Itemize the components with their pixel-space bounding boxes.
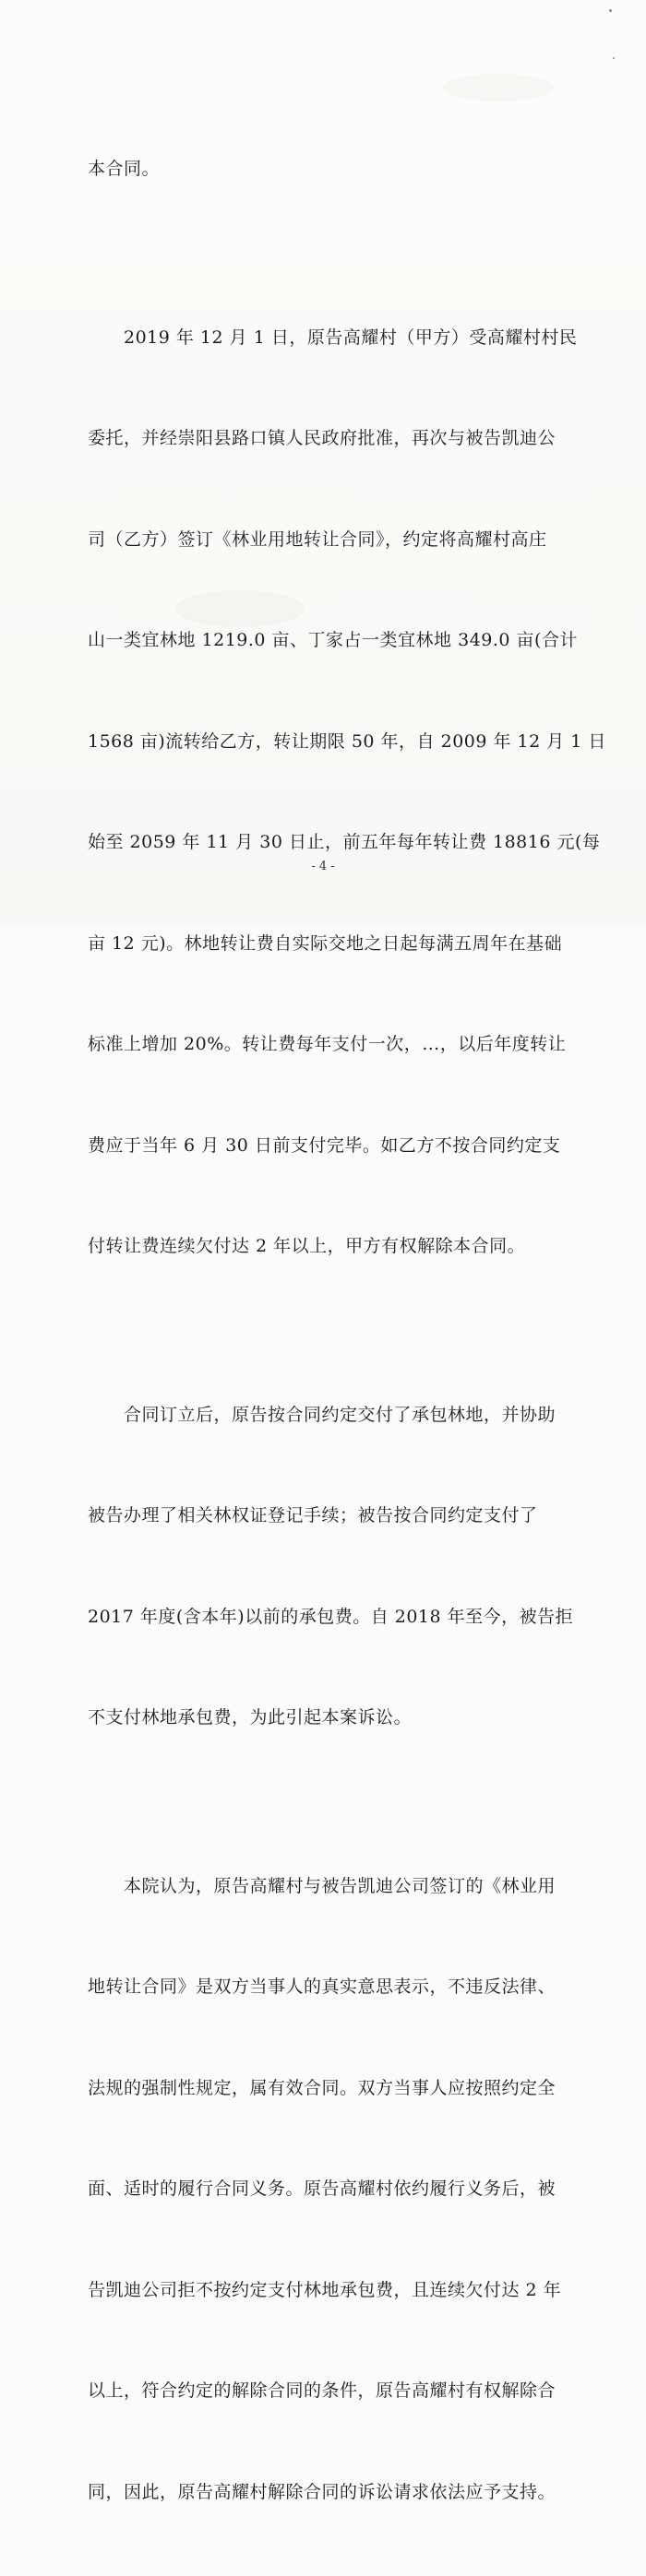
text-line: 合同订立后，原告按合同约定交付了承包林地，并协助 <box>88 1398 560 1432</box>
paragraph <box>88 1802 560 2576</box>
text-line: 同，因此，原告高耀村解除合同的诉讼请求依法应予支持。 <box>88 2475 560 2510</box>
paragraph <box>88 1331 560 1802</box>
document-page <box>0 0 646 927</box>
text-line: 1568 亩)流转给乙方，转让期限 50 年，自 2009 年 12 月 1 日 <box>88 725 560 759</box>
text-line: 面、适时的履行合同义务。原告高耀村依约履行义务后，被 <box>88 2172 560 2206</box>
text-line: 付转让费连续欠付达 2 年以上，甲方有权解除本合同。 <box>88 1229 560 1264</box>
text-line: 以上，符合约定的解除合同的条件，原告高耀村有权解除合 <box>88 2374 560 2408</box>
text-line: 法规的强制性规定，属有效合同。双方当事人应按照约定全 <box>88 2071 560 2106</box>
scan-speck <box>613 57 615 59</box>
text-line: 委托，并经崇阳县路口镇人民政府批准，再次与被告凯迪公 <box>88 421 560 456</box>
paragraph <box>88 254 560 1331</box>
page-number: - 4 - <box>0 860 646 873</box>
text-line: 2019 年 12 月 1 日，原告高耀村（甲方）受高耀村村民 <box>88 321 560 355</box>
text-line: 2017 年度(含本年)以前的承包费。自 2018 年至今，被告拒 <box>88 1600 560 1634</box>
body-text <box>88 85 560 2576</box>
text-line: 司（乙方）签订《林业用地转让合同》，约定将高耀村高庄 <box>88 523 560 557</box>
scan-speck <box>609 9 612 12</box>
text-line: 不支付林地承包费，为此引起本案诉讼。 <box>88 1701 560 1735</box>
text-line: 地转让合同》是双方当事人的真实意思表示，不违反法律、 <box>88 1970 560 2004</box>
text-line: 本院认为，原告高耀村与被告凯迪公司签订的《林业用 <box>88 1870 560 1904</box>
text-line: 被告办理了相关林权证登记手续；被告按合同约定支付了 <box>88 1499 560 1533</box>
text-line: 费应于当年 6 月 30 日前支付完毕。如乙方不按合同约定支 <box>88 1129 560 1163</box>
text-line: 山一类宜林地 1219.0 亩、丁家占一类宜林地 349.0 亩(合计 <box>88 623 560 658</box>
paragraph <box>88 85 560 254</box>
text-line: 告凯迪公司拒不按约定支付林地承包费，且连续欠付达 2 年 <box>88 2273 560 2308</box>
text-line: 本合同。 <box>88 152 560 186</box>
text-line: 标准上增加 20%。转让费每年支付一次，…，以后年度转让 <box>88 1027 560 1062</box>
text-line: 始至 2059 年 11 月 30 日止，前五年每年转让费 18816 元(每 <box>88 825 560 860</box>
text-line: 亩 12 元)。林地转让费自实际交地之日起每满五周年在基础 <box>88 927 560 961</box>
